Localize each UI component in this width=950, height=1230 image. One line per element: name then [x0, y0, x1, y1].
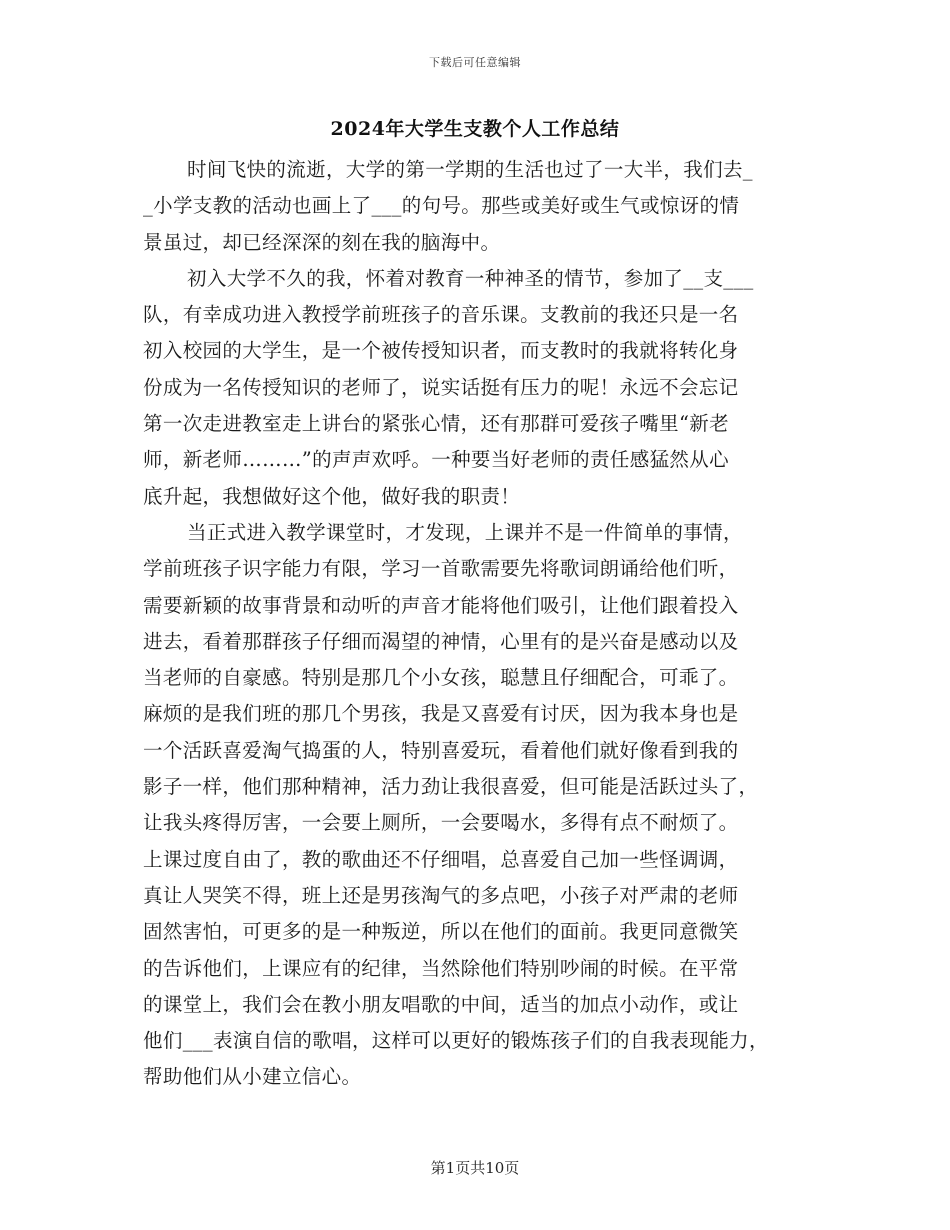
- page-number-footer: 第1页共10页: [430, 1159, 520, 1177]
- text-line: 帮助他们从小建立信心。: [143, 1065, 362, 1089]
- text-line: 他们___表演自信的歌唱，这样可以更好的锻炼孩子们的自我表现能力，: [143, 1029, 769, 1053]
- header-note: 下载后可任意编辑: [429, 56, 521, 69]
- text-line: 当老师的自豪感。特别是那几个小女孩，聪慧且仔细配合，可乖了。: [143, 666, 739, 690]
- text-line: 进去，看着那群孩子仔细而渴望的神情，心里有的是兴奋是感动以及: [143, 629, 739, 653]
- text-line: 师，新老师………”的声声欢呼。一种要当好老师的责任感猛然从心: [143, 448, 729, 472]
- text-line: 影子一样，他们那种精神，活力劲让我很喜爱，但可能是活跃过头了，: [143, 775, 759, 799]
- text-line: 学前班孩子识字能力有限，学习一首歌需要先将歌词朗诵给他们听，: [143, 557, 739, 581]
- text-line: 份成为一名传授知识的老师了，说实话挺有压力的呢！永远不会忘记: [143, 375, 739, 399]
- text-line: 需要新颖的故事背景和动听的声音才能将他们吸引，让他们跟着投入: [143, 593, 739, 617]
- text-line: 固然害怕，可更多的是一种叛逆，所以在他们的面前。我更同意微笑: [143, 920, 739, 944]
- text-line: 一个活跃喜爱淘气捣蛋的人，特别喜爱玩，看着他们就好像看到我的: [143, 738, 739, 762]
- text-line: 第一次走进教室走上讲台的紧张心情，还有那群可爱孩子嘴里“新老: [143, 412, 729, 436]
- text-line: 让我头疼得厉害，一会要上厕所，一会要喝水，多得有点不耐烦了。: [143, 811, 739, 835]
- text-line: 初入校园的大学生，是一个被传授知识者，而支教时的我就将转化身: [143, 339, 739, 363]
- text-line: 底升起，我想做好这个他，做好我的职责！: [143, 484, 521, 508]
- text-line: 上课过度自由了，教的歌曲还不仔细唱，总喜爱自己加一些怪调调，: [143, 847, 739, 871]
- text-line: 当正式进入教学课堂时，才发现，上课并不是一件简单的事情，: [187, 520, 743, 544]
- text-line: 麻烦的是我们班的那几个男孩，我是又喜爱有讨厌，因为我本身也是: [143, 702, 739, 726]
- document-body: [143, 152, 815, 1096]
- text-line: 的课堂上，我们会在教小朋友唱歌的中间，适当的加点小动作，或让: [143, 992, 739, 1016]
- text-line: 初入大学不久的我，怀着对教育一种神圣的情节，参加了__支___: [187, 266, 754, 290]
- text-line: 景虽过，却已经深深的刻在我的脑海中。: [143, 230, 501, 254]
- document-title: 2024年大学生支教个人工作总结: [330, 118, 620, 140]
- text-line: 的告诉他们，上课应有的纪律，当然除他们特别吵闹的时候。在平常: [143, 956, 739, 980]
- text-line: 时间飞快的流逝，大学的第一学期的生活也过了一大半，我们去_: [187, 158, 753, 181]
- text-line: _小学支教的活动也画上了___的句号。那些或美好或生气或惊讶的情: [143, 194, 740, 218]
- text-line: 队，有幸成功进入教授学前班孩子的音乐课。支教前的我还只是一名: [143, 303, 739, 327]
- text-line: 真让人哭笑不得，班上还是男孩淘气的多点吧，小孩子对严肃的老师: [143, 883, 739, 907]
